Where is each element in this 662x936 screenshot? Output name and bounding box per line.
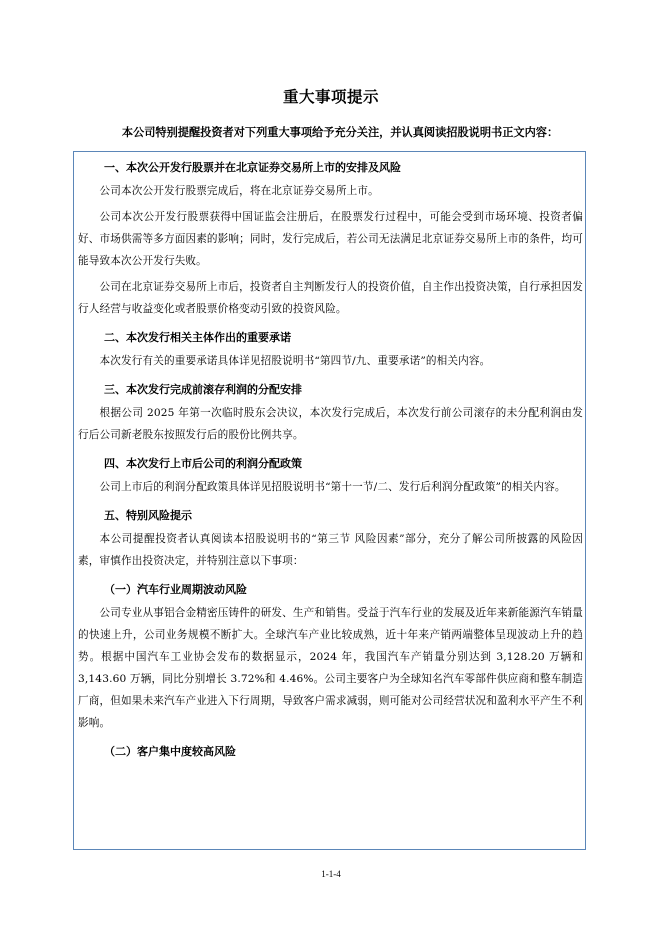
subsection-1-paragraph-1: 公司专业从事铝合金精密压铸件的研发、生产和销售。受益于汽车行业的发展及近年来新能源汽车销量的快速上升，公司业务规模不断扩大。全球汽车产业比较成熟，近十年来产销两端整体呈现波动上升的趋势。根据中国汽车工业协会发布的数据显示，2024 年，我国汽车产销量分别达到 3,128.20 万辆和 3,143.60 万辆，同比分别增长 3.72%和 4.46%。公司主要客户为全球知名汽车零部件供应商和整车制造厂商，但如果未来汽车产业进入下行周期，导致客户需求减弱，则可能对公司经营状况和盈利水平产生不利影响。 (78, 607, 583, 729)
section-heading-3: 三、本次发行完成前滚存利润的分配安排 (104, 383, 302, 396)
section-2-paragraph-1: 本次发行有关的重要承诺具体详见招股说明书“第四节/九、重要承诺”的相关内容。 (99, 355, 491, 367)
notice-text: 本公司特别提醒投资者对下列重大事项给予充分关注，并认真阅读招股说明书正文内容： (121, 126, 559, 139)
section-heading-4: 四、本次发行上市后公司的利润分配政策 (104, 457, 302, 470)
section-1-paragraph-1: 公司本次公开发行股票完成后，将在北京证券交易所上市。 (99, 185, 379, 197)
section-1-paragraph-3: 公司在北京证券交易所上市后，投资者自主判断发行人的投资价值，自主作出投资决策，自行承担因发行人经营与收益变化或者股票价格变动引致的投资风险。 (78, 281, 583, 315)
section-1-paragraph-2: 公司本次公开发行股票获得中国证监会注册后，在股票发行过程中，可能会受到市场环境、投资者偏好、市场供需等多方面因素的影响；同时，发行完成后，若公司无法满足北京证券交易所上市的条件，均可能导致本次公开发行失败。 (78, 211, 583, 267)
subsection-heading-1: （一）汽车行业周期波动风险 (104, 583, 247, 596)
section-4-paragraph-1: 公司上市后的利润分配政策具体详见招股说明书“第十一节/二、发行后利润分配政策”的相关内容。 (99, 481, 566, 493)
section-heading-2: 二、本次发行相关主体作出的重要承诺 (104, 331, 291, 344)
section-heading-1: 一、本次公开发行股票并在北京证券交易所上市的安排及风险 (104, 161, 401, 174)
page-title: 重大事项提示 (282, 88, 379, 106)
page-number: 1-1-4 (321, 869, 341, 879)
box-content (78, 160, 583, 760)
section-heading-5: 五、特别风险提示 (104, 509, 192, 522)
subsection-heading-2: （二）客户集中度较高风险 (104, 745, 236, 758)
section-3-paragraph-1: 根据公司 2025 年第一次临时股东会决议，本次发行完成后，本次发行前公司滚存的未分配利润由发行后公司新老股东按照发行后的股份比例共享。 (78, 407, 583, 441)
section-5-paragraph-1: 本公司提醒投资者认真阅读本招股说明书的“第三节 风险因素”部分，充分了解公司所披露的风险因素，审慎作出投资决定，并特别注意以下事项： (78, 533, 583, 567)
key-matters-box (73, 151, 586, 850)
